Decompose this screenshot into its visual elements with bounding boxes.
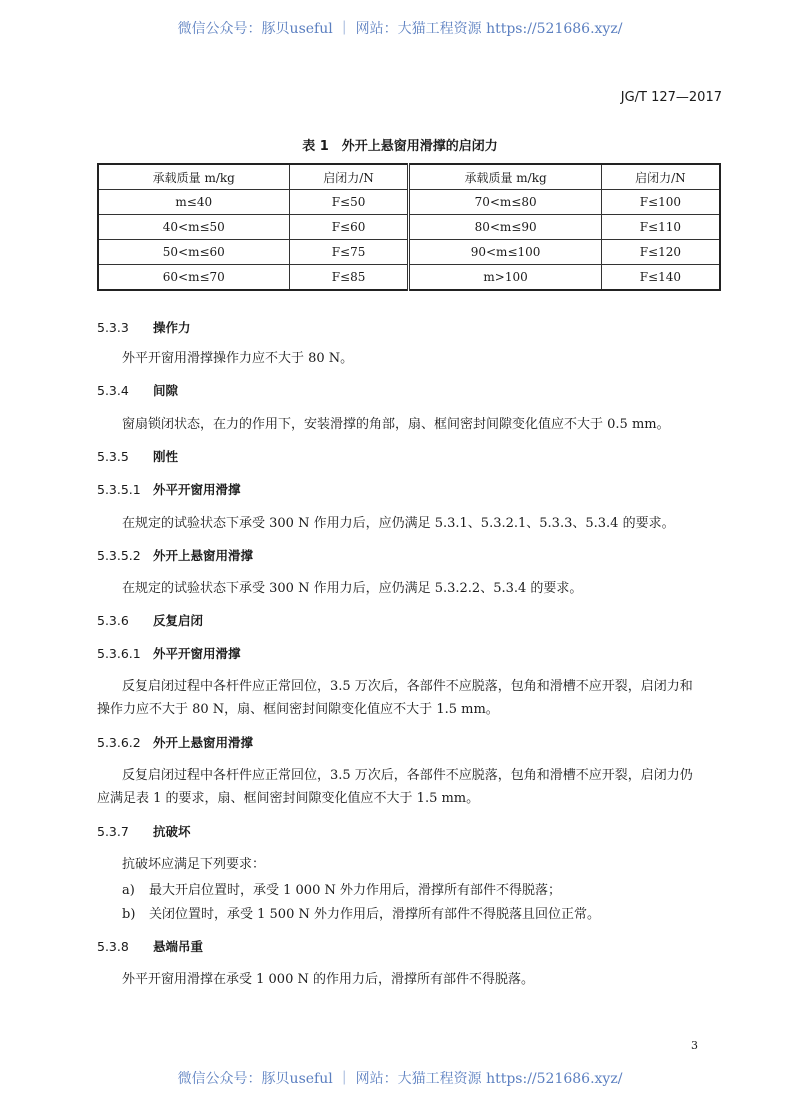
list-marker: b) <box>122 907 136 922</box>
list-marker: a) <box>122 883 135 898</box>
section-number: 5.3.4 <box>97 383 129 398</box>
section-heading <box>97 447 178 465</box>
paragraph: 在规定的试验状态下承受 300 N 作用力后，应仍满足 5.3.1、5.3.2.1、5.3.3、5.3.4 的要求。 <box>122 516 675 531</box>
paragraph: 操作力应不大于 80 N，扇、框间密封间隙变化值应不大于 1.5 mm。 <box>97 702 499 717</box>
section-heading <box>97 546 253 564</box>
section-number: 5.3.5.2 <box>97 548 141 563</box>
list-item <box>122 903 600 922</box>
section-heading <box>97 644 241 662</box>
watermark-bottom: 微信公众号：豚贝useful ｜ 网站：大猫工程资源 https://521686.xyz/ <box>177 1071 623 1087</box>
paragraph: 反复启闭过程中各杆件应正常回位，3.5 万次后，各部件不应脱落，包角和滑槽不应开裂，启闭力仍 <box>122 768 693 783</box>
section-number: 5.3.5 <box>97 449 129 464</box>
section-number: 5.3.8 <box>97 939 129 954</box>
section-heading <box>97 822 191 840</box>
table-cell: F≤75 <box>289 240 409 265</box>
paragraph: 反复启闭过程中各杆件应正常回位，3.5 万次后，各部件不应脱落，包角和滑槽不应开裂，启闭力和 <box>122 679 693 694</box>
section-number: 5.3.7 <box>97 824 129 839</box>
section-title: 外开上悬窗用滑撑 <box>153 735 254 750</box>
section-title: 刚性 <box>153 449 179 464</box>
section-title: 外开上悬窗用滑撑 <box>153 548 254 563</box>
section-title: 抗破坏 <box>153 824 191 839</box>
table-cell: F≤120 <box>601 240 720 265</box>
section-title: 反复启闭 <box>153 613 204 628</box>
table-cell: 50<m≤60 <box>98 240 289 265</box>
header-cell: 启闭力/N <box>601 164 720 190</box>
table-cell: F≤50 <box>289 190 409 215</box>
paragraph: 抗破坏应满足下列要求： <box>122 857 266 872</box>
section-title: 悬端吊重 <box>153 939 204 954</box>
standard-code: JG/T 127—2017 <box>620 90 722 105</box>
section-title: 外平开窗用滑撑 <box>153 646 241 661</box>
section-title: 间隙 <box>153 383 179 398</box>
section-title: 操作力 <box>153 320 191 335</box>
section-heading <box>97 381 178 399</box>
section-heading <box>97 937 203 955</box>
table-cell: F≤100 <box>601 190 720 215</box>
section-number: 5.3.5.1 <box>97 482 141 497</box>
table-cell: F≤140 <box>601 265 720 291</box>
header-cell: 启闭力/N <box>289 164 409 190</box>
table-row <box>98 265 720 291</box>
section-heading <box>97 480 241 498</box>
table-cell: 90<m≤100 <box>409 240 601 265</box>
section-title: 外平开窗用滑撑 <box>153 482 241 497</box>
section-number: 5.3.6.2 <box>97 735 141 750</box>
watermark-top: 微信公众号：豚贝useful ｜ 网站：大猫工程资源 https://521686.xyz/ <box>177 21 623 37</box>
table-cell: 40<m≤50 <box>98 215 289 240</box>
table-cell: F≤85 <box>289 265 409 291</box>
table-row <box>98 190 720 215</box>
table-cell: F≤110 <box>601 215 720 240</box>
table-cell: F≤60 <box>289 215 409 240</box>
header-cell: 承载质量 m/kg <box>98 164 289 190</box>
table-title: 表 1 外开上悬窗用滑撑的启闭力 <box>302 139 498 154</box>
paragraph: 外平开窗用滑撑在承受 1 000 N 的作用力后，滑撑所有部件不得脱落。 <box>122 972 534 987</box>
section-number: 5.3.6.1 <box>97 646 141 661</box>
list-text: 关闭位置时，承受 1 500 N 外力作用后，滑撑所有部件不得脱落且回位正常。 <box>149 907 600 922</box>
force-table <box>97 163 721 291</box>
page-number: 3 <box>691 1039 698 1052</box>
paragraph: 窗扇锁闭状态，在力的作用下，安装滑撑的角部，扇、框间密封间隙变化值应不大于 0.5 mm。 <box>122 417 670 432</box>
table-cell: 60<m≤70 <box>98 265 289 291</box>
paragraph: 在规定的试验状态下承受 300 N 作用力后，应仍满足 5.3.2.2、5.3.4 的要求。 <box>122 581 583 596</box>
list-text: 最大开启位置时，承受 1 000 N 外力作用后，滑撑所有部件不得脱落； <box>149 883 561 898</box>
section-number: 5.3.3 <box>97 320 129 335</box>
section-heading <box>97 733 253 751</box>
list-item <box>122 879 561 898</box>
section-heading <box>97 611 203 629</box>
table-header-row <box>98 164 720 190</box>
table-row <box>98 215 720 240</box>
table-cell: m>100 <box>409 265 601 291</box>
header-cell: 承载质量 m/kg <box>409 164 601 190</box>
section-heading <box>97 318 191 336</box>
table-row <box>98 240 720 265</box>
table-cell: 70<m≤80 <box>409 190 601 215</box>
table-cell: 80<m≤90 <box>409 215 601 240</box>
section-number: 5.3.6 <box>97 613 129 628</box>
table-cell: m≤40 <box>98 190 289 215</box>
paragraph: 应满足表 1 的要求，扇、框间密封间隙变化值应不大于 1.5 mm。 <box>97 791 480 806</box>
paragraph: 外平开窗用滑撑操作力应不大于 80 N。 <box>122 351 354 366</box>
